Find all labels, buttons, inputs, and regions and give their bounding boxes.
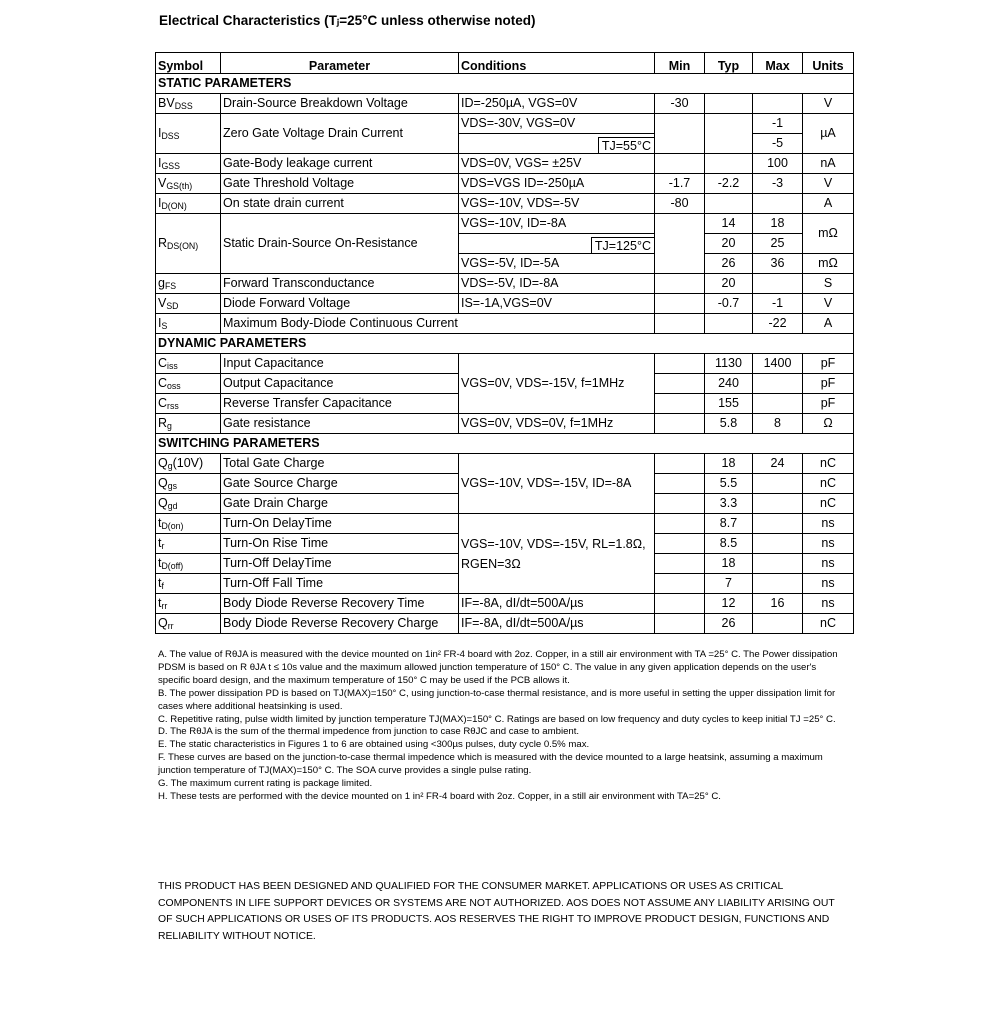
conditions-cell: VGS=-5V, ID=-5A [459, 254, 655, 274]
footnotes [158, 649, 848, 804]
parameter-cell: Gate Source Charge [221, 474, 459, 494]
electrical-characteristics-table [155, 52, 854, 634]
typ-cell: 5.8 [705, 414, 753, 434]
symbol-cell: $t_{rr}$ [156, 594, 221, 614]
conditions-cell: VDS=-30V, VGS=0V [459, 114, 655, 134]
table-row [156, 194, 854, 214]
symbol-cell: $g_{FS}$ [156, 274, 221, 294]
table-row [156, 454, 854, 474]
unit-cell: pF [803, 374, 854, 394]
unit-cell: V [803, 174, 854, 194]
header-symbol: Symbol [156, 53, 221, 74]
max-cell: 16 [753, 594, 803, 614]
unit-cell: nC [803, 454, 854, 474]
typ-cell: 26 [705, 614, 753, 634]
table-row [156, 414, 854, 434]
typ-cell: 7 [705, 574, 753, 594]
table-row [156, 214, 854, 234]
footnote: A. The value of RθJA is measured with the device mounted on 1in² FR-4 board with 2oz. Copper, in a still air environment with TA =25° C. The Power dissipation PDSM is based on R θJA t ≤ 10s value and the maximum allowed junction temperature of 150° C. The value in any given application depends on the user's specific board design, and the maximum temperature of 150° C may be used if the PCB allows it. [158, 649, 838, 686]
table-row [156, 94, 854, 114]
min-cell: -80 [655, 194, 705, 214]
table-row [156, 514, 854, 534]
typ-cell [705, 94, 753, 114]
parameter-cell: Drain-Source Breakdown Voltage [221, 94, 459, 114]
table-row [156, 154, 854, 174]
min-cell: -30 [655, 94, 705, 114]
symbol-cell: $I_{GSS}$ [156, 154, 221, 174]
table-row [156, 594, 854, 614]
max-cell: -5 [753, 134, 803, 154]
table-row [156, 354, 854, 374]
typ-cell: 20 [705, 274, 753, 294]
parameter-cell: Diode Forward Voltage [221, 294, 459, 314]
typ-cell: 18 [705, 454, 753, 474]
header-conditions: Conditions [459, 53, 655, 74]
unit-cell: nC [803, 474, 854, 494]
unit-cell: A [803, 314, 854, 334]
unit-cell: A [803, 194, 854, 214]
max-cell: 1400 [753, 354, 803, 374]
min-cell: -1.7 [655, 174, 705, 194]
unit-cell: nC [803, 614, 854, 634]
typ-cell: 12 [705, 594, 753, 614]
unit-cell: mΩ [803, 214, 854, 254]
parameter-cell: Maximum Body-Diode Continuous Current [221, 314, 655, 334]
conditions-cell: ID=-250µA, VGS=0V [459, 94, 655, 114]
max-cell: 100 [753, 154, 803, 174]
symbol-cell: $R_g$ [156, 414, 221, 434]
unit-cell: ns [803, 514, 854, 534]
conditions-cell: VGS=-10V, VDS=-15V, RL=1.8Ω, RGEN=3Ω [459, 514, 655, 594]
section-static: STATIC PARAMETERS [156, 74, 854, 94]
conditions-cell [459, 234, 655, 254]
typ-cell: 5.5 [705, 474, 753, 494]
symbol-cell: $BV_{DSS}$ [156, 94, 221, 114]
table-row [156, 314, 854, 334]
max-cell: 8 [753, 414, 803, 434]
conditions-cell [459, 134, 655, 154]
footnote: G. The maximum current rating is package limited. [158, 778, 373, 790]
table-row [156, 274, 854, 294]
table-row [156, 174, 854, 194]
parameter-cell: Body Diode Reverse Recovery Time [221, 594, 459, 614]
symbol-cell: $Q_{rr}$ [156, 614, 221, 634]
symbol-cell: $C_{iss}$ [156, 354, 221, 374]
conditions-cell: VDS=-5V, ID=-8A [459, 274, 655, 294]
table-row [156, 114, 854, 134]
max-cell: -1 [753, 294, 803, 314]
typ-cell: 3.3 [705, 494, 753, 514]
unit-cell: ns [803, 554, 854, 574]
parameter-cell: Turn-On DelayTime [221, 514, 459, 534]
typ-cell: 8.7 [705, 514, 753, 534]
conditions-cell: IF=-8A, dI/dt=500A/µs [459, 614, 655, 634]
temp-condition: TJ=125°C [591, 237, 654, 254]
conditions-cell: VDS=0V, VGS= ±25V [459, 154, 655, 174]
symbol-cell: $V_{SD}$ [156, 294, 221, 314]
unit-cell: mΩ [803, 254, 854, 274]
parameter-cell: Total Gate Charge [221, 454, 459, 474]
unit-cell: pF [803, 354, 854, 374]
typ-cell: 14 [705, 214, 753, 234]
header-parameter: Parameter [221, 53, 459, 74]
parameter-cell: Static Drain-Source On-Resistance [221, 214, 459, 274]
header-max: Max [753, 53, 803, 74]
unit-cell: µA [803, 114, 854, 154]
conditions-cell: VDS=VGS ID=-250µA [459, 174, 655, 194]
footnote: C. Repetitive rating, pulse width limited by junction temperature TJ(MAX)=150° C. Ratings are based on low frequency and duty cycles to keep initial TJ =25° C. [158, 713, 836, 725]
unit-cell: nA [803, 154, 854, 174]
parameter-cell: Gate Threshold Voltage [221, 174, 459, 194]
symbol-cell: $C_{oss}$ [156, 374, 221, 394]
max-cell: 25 [753, 234, 803, 254]
header-units: Units [803, 53, 854, 74]
max-cell [753, 94, 803, 114]
typ-cell [705, 114, 753, 154]
conditions-cell: IS=-1A,VGS=0V [459, 294, 655, 314]
unit-cell: ns [803, 594, 854, 614]
footnote: E. The static characteristics in Figures 1 to 6 are obtained using <300µs pulses, duty cycle 0.5% max. [158, 739, 590, 751]
symbol-cell: $I_{DSS}$ [156, 114, 221, 154]
typ-cell: 20 [705, 234, 753, 254]
symbol-cell: $t_{D(on)}$ [156, 514, 221, 534]
parameter-cell: Reverse Transfer Capacitance [221, 394, 459, 414]
conditions-cell: VGS=0V, VDS=0V, f=1MHz [459, 414, 655, 434]
max-cell: 24 [753, 454, 803, 474]
typ-cell: 18 [705, 554, 753, 574]
header-min: Min [655, 53, 705, 74]
parameter-cell: Input Capacitance [221, 354, 459, 374]
symbol-cell: $I_S$ [156, 314, 221, 334]
conditions-cell: VGS=-10V, ID=-8A [459, 214, 655, 234]
unit-cell: Ω [803, 414, 854, 434]
conditions-cell: VGS=0V, VDS=-15V, f=1MHz [459, 354, 655, 414]
symbol-cell: $C_{rss}$ [156, 394, 221, 414]
min-cell [655, 114, 705, 154]
footnote: B. The power dissipation PD is based on TJ(MAX)=150° C, using junction-to-case thermal resistance, and is more useful in setting the upper dissipation limit for cases where additional heatsinking is used. [158, 687, 836, 712]
typ-cell: -0.7 [705, 294, 753, 314]
table-row [156, 614, 854, 634]
parameter-cell: Gate-Body leakage current [221, 154, 459, 174]
max-cell: -1 [753, 114, 803, 134]
symbol-cell: $V_{GS(th)}$ [156, 174, 221, 194]
unit-cell: pF [803, 394, 854, 414]
conditions-cell: IF=-8A, dI/dt=500A/µs [459, 594, 655, 614]
symbol-cell: $t_f$ [156, 574, 221, 594]
max-cell: -3 [753, 174, 803, 194]
max-cell: 36 [753, 254, 803, 274]
footnote: F. These curves are based on the junction-to-case thermal impedence which is measured with the device mounted to a large heatsink, assuming a maximum junction temperature of TJ(MAX)=150° C. The SOA curve provides a single pulse rating. [158, 752, 823, 777]
disclaimer: THIS PRODUCT HAS BEEN DESIGNED AND QUALIFIED FOR THE CONSUMER MARKET. APPLICATIONS OR USES AS CRITICAL COMPONENTS IN LIFE SUPPORT DEVICES OR SYSTEMS ARE NOT AUTHORIZED. AOS DOES NOT ASSUME ANY LIABILITY ARISING OUT OF SUCH APPLICATIONS OR USES OF ITS PRODUCTS. AOS RESERVES THE RIGHT TO IMPROVE PRODUCT DESIGN, FUNCTIONS AND RELIABILITY WITHOUT NOTICE. [158, 881, 835, 942]
conditions-cell: VGS=-10V, VDS=-5V [459, 194, 655, 214]
parameter-cell: Turn-Off Fall Time [221, 574, 459, 594]
unit-cell: V [803, 294, 854, 314]
footnote: H. These tests are performed with the device mounted on 1 in² FR-4 board with 2oz. Copper, in a still air environment with TA=25° C. [158, 790, 721, 802]
footnote: D. The RθJA is the sum of the thermal impedence from junction to case RθJC and case to ambient. [158, 726, 580, 738]
parameter-cell: Forward Transconductance [221, 274, 459, 294]
parameter-cell: Zero Gate Voltage Drain Current [221, 114, 459, 154]
symbol-cell: $Q_{gs}$ [156, 474, 221, 494]
symbol-cell: $Q_{gd}$ [156, 494, 221, 514]
symbol-cell: $R_{DS(ON)}$ [156, 214, 221, 274]
conditions-cell: VGS=-10V, VDS=-15V, ID=-8A [459, 454, 655, 514]
typ-cell: 1130 [705, 354, 753, 374]
temp-condition: TJ=55°C [598, 137, 654, 154]
unit-cell: nC [803, 494, 854, 514]
parameter-cell: Turn-On Rise Time [221, 534, 459, 554]
section-dynamic: DYNAMIC PARAMETERS [156, 334, 854, 354]
parameter-cell: Gate Drain Charge [221, 494, 459, 514]
unit-cell: S [803, 274, 854, 294]
typ-cell: 26 [705, 254, 753, 274]
symbol-cell: $t_{D(off)}$ [156, 554, 221, 574]
symbol-cell: $I_{D(ON)}$ [156, 194, 221, 214]
page-title: Electrical Characteristics (Tⱼ=25°C unless otherwise noted) [159, 13, 536, 28]
parameter-cell: Gate resistance [221, 414, 459, 434]
parameter-cell: Body Diode Reverse Recovery Charge [221, 614, 459, 634]
typ-cell: -2.2 [705, 174, 753, 194]
section-switching: SWITCHING PARAMETERS [156, 434, 854, 454]
unit-cell: ns [803, 574, 854, 594]
max-cell: -22 [753, 314, 803, 334]
typ-cell: 240 [705, 374, 753, 394]
table-header-row [156, 53, 854, 74]
unit-cell: ns [803, 534, 854, 554]
typ-cell: 8.5 [705, 534, 753, 554]
parameter-cell: On state drain current [221, 194, 459, 214]
unit-cell: V [803, 94, 854, 114]
symbol-cell: $Q_g(10V)$ [156, 454, 221, 474]
table-row [156, 294, 854, 314]
header-typ: Typ [705, 53, 753, 74]
typ-cell: 155 [705, 394, 753, 414]
parameter-cell: Turn-Off DelayTime [221, 554, 459, 574]
parameter-cell: Output Capacitance [221, 374, 459, 394]
max-cell: 18 [753, 214, 803, 234]
symbol-cell: $t_r$ [156, 534, 221, 554]
